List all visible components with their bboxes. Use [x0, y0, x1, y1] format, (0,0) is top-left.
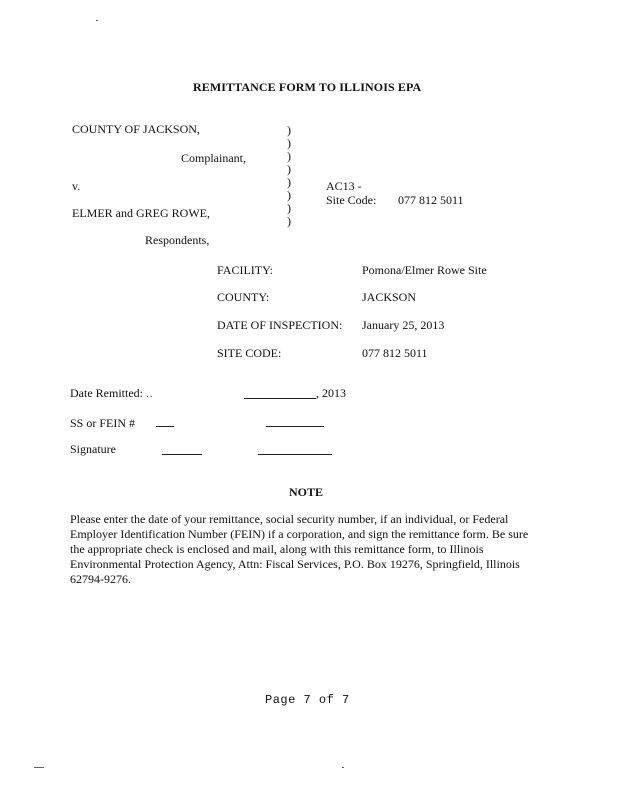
- scan-speck: [96, 20, 98, 21]
- plaintiff-name: COUNTY OF JACKSON,: [72, 122, 200, 136]
- caption-site-code-label: Site Code:: [326, 193, 377, 207]
- paren: ): [287, 188, 291, 202]
- caption-site-code-value: 077 812 5011: [398, 193, 464, 207]
- paren: ): [287, 136, 291, 150]
- paren: ): [287, 162, 291, 176]
- note-line: Please enter the date of your remittance, social security number, if an individual, or Federal: [70, 512, 509, 526]
- paren: ): [287, 201, 291, 215]
- ss-fein-label: SS or FEIN #: [70, 416, 136, 430]
- signature-label: Signature: [70, 442, 116, 456]
- ss-fein-field-prefix[interactable]: [156, 426, 174, 427]
- note-line: the appropriate check is enclosed and mail, along with this remittance form, to Illinois: [70, 542, 484, 556]
- scan-speck: [34, 767, 44, 768]
- scan-speck: [342, 767, 344, 768]
- note-title: NOTE: [289, 485, 324, 499]
- facility-value: Pomona/Elmer Rowe Site: [362, 263, 487, 277]
- paren: ): [287, 175, 291, 189]
- inspection-date-label: DATE OF INSPECTION:: [217, 318, 343, 332]
- date-remitted-field[interactable]: [244, 398, 316, 399]
- note-line: Employer Identification Number (FEIN) if a corporation, and sign the remittance form. Be sure: [70, 527, 529, 541]
- paren: ): [287, 214, 291, 228]
- date-remitted-year: , 2013: [316, 386, 346, 400]
- site-code-value: 077 812 5011: [362, 346, 428, 360]
- note-line: 62794-9276.: [70, 572, 131, 586]
- county-label: COUNTY:: [217, 290, 270, 304]
- ss-fein-field[interactable]: [266, 426, 324, 427]
- site-code-label: SITE CODE:: [217, 346, 282, 360]
- defendant-role: Respondents,: [145, 233, 210, 247]
- case-number: AC13 -: [326, 179, 362, 193]
- signature-field[interactable]: [258, 454, 332, 455]
- versus-text: v.: [72, 179, 81, 193]
- inspection-date-value: January 25, 2013: [362, 318, 445, 332]
- defendant-name: ELMER and GREG ROWE,: [72, 206, 210, 220]
- form-title: REMITTANCE FORM TO ILLINOIS EPA: [193, 80, 422, 94]
- signature-field-prefix[interactable]: [162, 454, 202, 455]
- facility-label: FACILITY:: [217, 263, 274, 277]
- paren: ): [287, 149, 291, 163]
- county-value: JACKSON: [362, 290, 417, 304]
- faint-marks: ..: [146, 388, 154, 400]
- note-paragraph: [70, 512, 542, 587]
- paren: ): [287, 123, 291, 137]
- date-remitted-label: Date Remitted:: [70, 386, 143, 400]
- page-number: Page 7 of 7: [265, 693, 350, 707]
- note-line: Environmental Protection Agency, Attn: Fiscal Services, P.O. Box 19276, Springfield, Illinois: [70, 557, 520, 571]
- plaintiff-role: Complainant,: [181, 151, 246, 165]
